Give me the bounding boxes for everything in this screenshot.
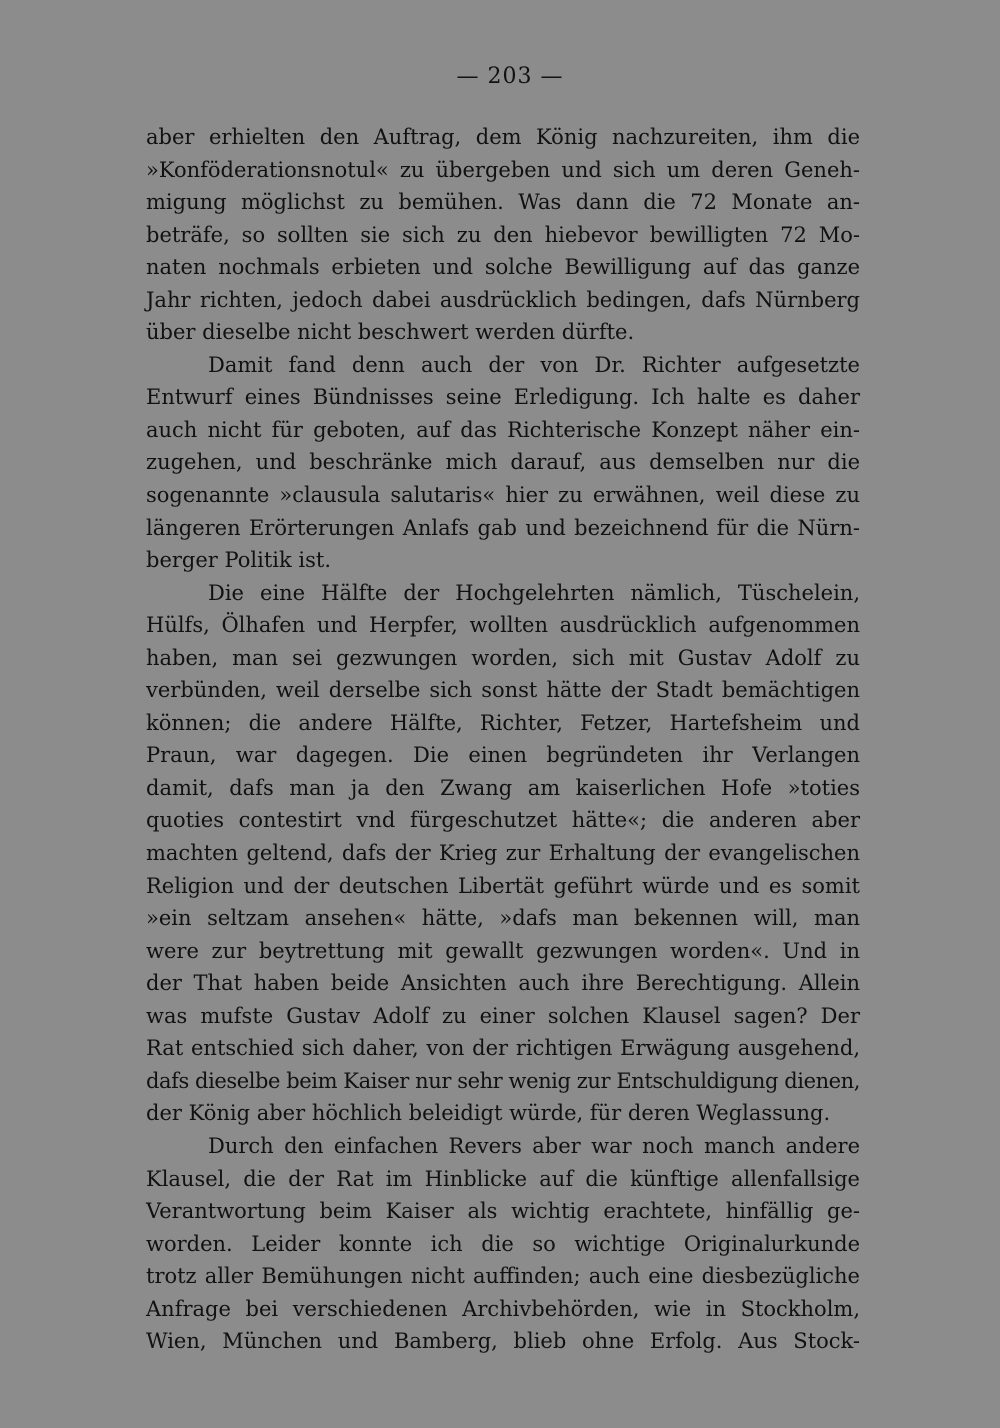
text-line: verbünden, weil derselbe sich sonst hätte der Stadt bemächtigen [146,678,860,703]
text-line: Rat entschied sich daher, von der richtigen Erwägung ausgehend, [146,1036,860,1061]
text-line: was mufste Gustav Adolf zu einer solchen Klausel sagen? Der [146,1003,860,1028]
text-line: were zur beytrettung mit gewallt gezwungen worden«. Und in [146,938,860,963]
text-line: auch nicht für geboten, auf das Richterische Konzept näher ein- [146,417,860,442]
text-line: Religion und der deutschen Libertät geführt würde und es somit [146,873,860,898]
text-line: Klausel, die der Rat im Hinblicke auf die künftige allenfallsige [146,1166,860,1191]
body-text [146,121,860,1358]
text-line: »Konföderationsnotul« zu übergeben und sich um deren Geneh- [146,157,860,182]
text-line: migung möglichst zu bemühen. Was dann die 72 Monate an- [146,190,860,215]
page-number: — 203 — [456,64,564,89]
text-line: worden. Leider konnte ich die so wichtige Originalurkunde [146,1231,860,1256]
text-line: können; die andere Hälfte, Richter, Fetzer, Hartefsheim und [146,710,860,735]
text-line: berger Politik ist. [146,548,332,573]
text-line: Die eine Hälfte der Hochgelehrten nämlich, Tüschelein, [208,580,860,605]
text-line: dafs dieselbe beim Kaiser nur sehr wenig zur Entschuldigung dienen, [146,1068,861,1093]
text-line: Hülfs, Ölhafen und Herpfer, wollten ausdrücklich aufgenommen [146,613,860,638]
text-line: beträfe, so sollten sie sich zu den hiebevor bewilligten 72 Mo- [146,222,860,247]
text-line: haben, man sei gezwungen worden, sich mit Gustav Adolf zu [146,645,860,670]
text-line: Jahr richten, jedoch dabei ausdrücklich bedingen, dafs Nürnberg [146,287,860,312]
text-line: sogenannte »clausula salutaris« hier zu erwähnen, weil diese zu [146,483,860,508]
text-line: längeren Erörterungen Anlafs gab und bezeichnend für die Nürn- [146,515,860,540]
text-line: der König aber höchlich beleidigt würde, für deren Weglassung. [146,1101,831,1126]
text-line: Damit fand denn auch der von Dr. Richter aufgesetzte [208,352,860,377]
text-line: machten geltend, dafs der Krieg zur Erhaltung der evangelischen [146,841,860,866]
text-line: Entwurf eines Bündnisses seine Erledigung. Ich halte es daher [146,385,860,410]
text-line: »ein seltzam ansehen« hätte, »dafs man bekennen will, man [146,906,860,931]
text-line: quoties contestirt vnd fürgeschutzet hätte«; die anderen aber [146,808,860,833]
text-line: naten nochmals erbieten und solche Bewilligung auf das ganze [146,255,860,280]
text-line: Praun, war dagegen. Die einen begründeten ihr Verlangen [146,743,860,768]
text-line: Verantwortung beim Kaiser als wichtig erachtete, hinfällig ge- [146,1199,860,1224]
text-line: trotz aller Bemühungen nicht auffinden; auch eine diesbezügliche [146,1264,860,1289]
text-line: über dieselbe nicht beschwert werden dürfte. [146,320,635,345]
text-line: damit, dafs man ja den Zwang am kaiserlichen Hofe »toties [146,775,860,800]
text-line: Durch den einfachen Revers aber war noch manch andere [208,1133,860,1158]
text-line: aber erhielten den Auftrag, dem König nachzureiten, ihm die [146,125,860,149]
text-line: der That haben beide Ansichten auch ihre Berechtigung. Allein [146,971,860,996]
text-line: zugehen, und beschränke mich darauf, aus demselben nur die [146,450,860,475]
text-line: Anfrage bei verschiedenen Archivbehörden, wie in Stockholm, [146,1296,860,1321]
text-line: Wien, München und Bamberg, blieb ohne Erfolg. Aus Stock- [146,1329,860,1354]
